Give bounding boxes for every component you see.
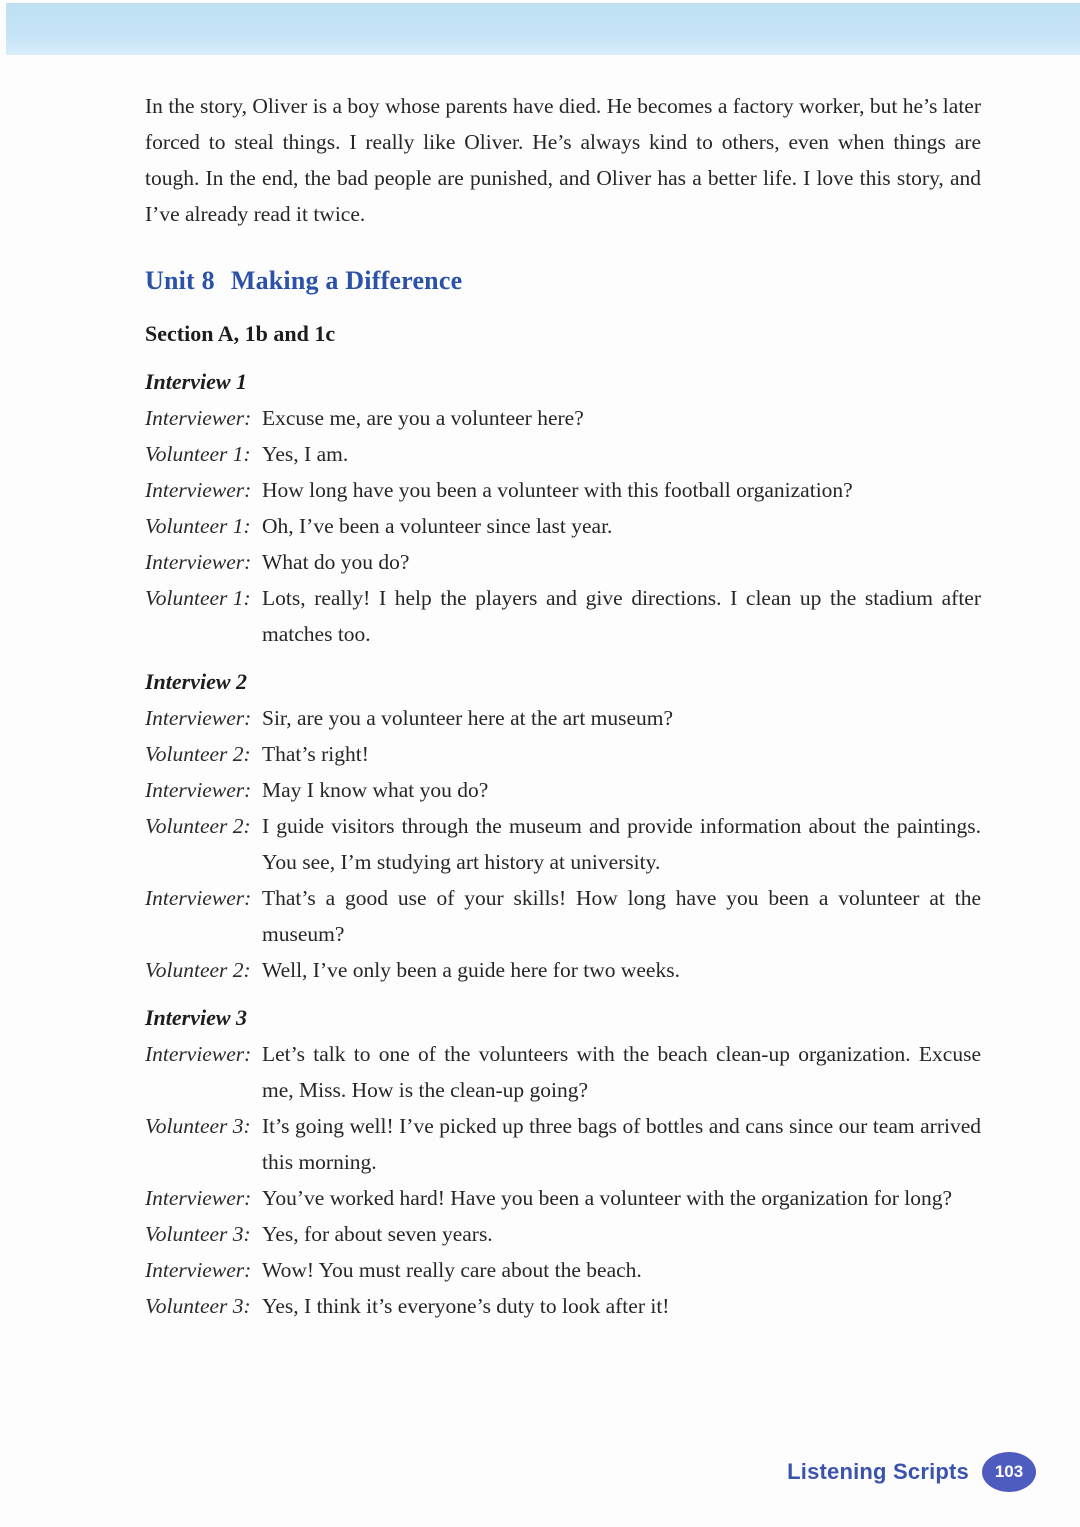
interview-title: Interview 3 bbox=[145, 1005, 248, 1030]
dialogue-text: Oh, I’ve been a volunteer since last year. bbox=[262, 514, 613, 538]
speaker-label: Volunteer 3: bbox=[145, 1294, 251, 1318]
dialogue-text: Sir, are you a volunteer here at the art museum? bbox=[262, 706, 674, 730]
dialogue-text: You’ve worked hard! Have you been a volunteer with the organization for long? bbox=[262, 1186, 952, 1210]
speaker-label: Interviewer: bbox=[145, 1258, 252, 1282]
dialogue-text: Excuse me, are you a volunteer here? bbox=[262, 406, 584, 430]
dialogue-text: Let’s talk to one of the volunteers with the beach clean-up organization. Excuse me, Miss. How is the clean-up going? bbox=[262, 1042, 981, 1102]
dialogue-text: Lots, really! I help the players and give directions. I clean up the stadium after matches too. bbox=[262, 586, 981, 646]
dialogue-row bbox=[145, 808, 981, 880]
speaker-label: Interviewer: bbox=[145, 706, 252, 730]
unit-title: Making a Difference bbox=[230, 266, 463, 295]
unit-heading bbox=[145, 266, 981, 296]
dialogue-row bbox=[145, 436, 981, 472]
unit-label: Unit 8 bbox=[145, 266, 215, 295]
speaker-label: Volunteer 2: bbox=[145, 742, 251, 766]
dialogue-text: Wow! You must really care about the beach. bbox=[262, 1258, 642, 1282]
dialogue-row bbox=[145, 700, 981, 736]
speaker-label: Volunteer 1: bbox=[145, 586, 251, 610]
speaker-label: Volunteer 2: bbox=[145, 814, 251, 838]
dialogue-row bbox=[145, 880, 981, 952]
dialogue-row bbox=[145, 1180, 981, 1216]
intro-paragraph: In the story, Oliver is a boy whose parents have died. He becomes a factory worker, but he’s later forced to steal things. I really like Oliver. He’s always kind to others, even when things are tough. In the end, the bad people are punished, and Oliver has a better life. I love this story, and I’ve already read it twice. bbox=[145, 94, 981, 226]
interview-block-1 bbox=[145, 364, 981, 652]
speaker-label: Volunteer 2: bbox=[145, 958, 251, 982]
interview-title: Interview 2 bbox=[145, 669, 248, 694]
dialogue-text: Yes, for about seven years. bbox=[262, 1222, 493, 1246]
dialogue-row bbox=[145, 1252, 981, 1288]
dialogue-row bbox=[145, 1108, 981, 1180]
dialogue-row bbox=[145, 772, 981, 808]
dialogue-row bbox=[145, 736, 981, 772]
dialogue-row bbox=[145, 400, 981, 436]
footer bbox=[787, 1452, 1036, 1492]
dialogue-text: That’s a good use of your skills! How long have you been a volunteer at the museum? bbox=[262, 886, 981, 946]
speaker-label: Interviewer: bbox=[145, 406, 252, 430]
dialogue-text: Yes, I am. bbox=[262, 442, 349, 466]
footer-label: Listening Scripts bbox=[787, 1459, 969, 1484]
dialogue-text: What do you do? bbox=[262, 550, 410, 574]
speaker-label: Volunteer 1: bbox=[145, 442, 251, 466]
dialogue-row bbox=[145, 1036, 981, 1108]
dialogue-row bbox=[145, 1288, 981, 1324]
speaker-label: Interviewer: bbox=[145, 886, 252, 910]
dialogue-row bbox=[145, 1216, 981, 1252]
dialogue-text: How long have you been a volunteer with this football organization? bbox=[262, 478, 853, 502]
dialogue-text: That’s right! bbox=[262, 742, 369, 766]
dialogue-text: Well, I’ve only been a guide here for two weeks. bbox=[262, 958, 680, 982]
speaker-label: Interviewer: bbox=[145, 778, 252, 802]
speaker-label: Interviewer: bbox=[145, 1186, 252, 1210]
section-label: Section A, 1b and 1c bbox=[145, 321, 336, 346]
speaker-label: Interviewer: bbox=[145, 1042, 252, 1066]
dialogue-row bbox=[145, 508, 981, 544]
page-number-badge: 103 bbox=[982, 1452, 1036, 1492]
dialogue-row bbox=[145, 544, 981, 580]
dialogue-text: Yes, I think it’s everyone’s duty to look after it! bbox=[262, 1294, 670, 1318]
page-content bbox=[145, 88, 981, 1324]
dialogue-row bbox=[145, 952, 981, 988]
interview-block-2 bbox=[145, 664, 981, 988]
dialogue-text: It’s going well! I’ve picked up three bags of bottles and cans since our team arrived this morning. bbox=[262, 1114, 981, 1174]
interview-block-3 bbox=[145, 1000, 981, 1324]
dialogue-row bbox=[145, 472, 981, 508]
top-band bbox=[6, 3, 1080, 55]
interview-title: Interview 1 bbox=[145, 369, 248, 394]
dialogue-text: May I know what you do? bbox=[262, 778, 489, 802]
dialogue-row bbox=[145, 580, 981, 652]
speaker-label: Interviewer: bbox=[145, 550, 252, 574]
speaker-label: Volunteer 1: bbox=[145, 514, 251, 538]
dialogue-text: I guide visitors through the museum and provide information about the paintings. You see, I’m studying art history at university. bbox=[262, 814, 981, 874]
speaker-label: Interviewer: bbox=[145, 478, 252, 502]
speaker-label: Volunteer 3: bbox=[145, 1222, 251, 1246]
speaker-label: Volunteer 3: bbox=[145, 1114, 251, 1138]
